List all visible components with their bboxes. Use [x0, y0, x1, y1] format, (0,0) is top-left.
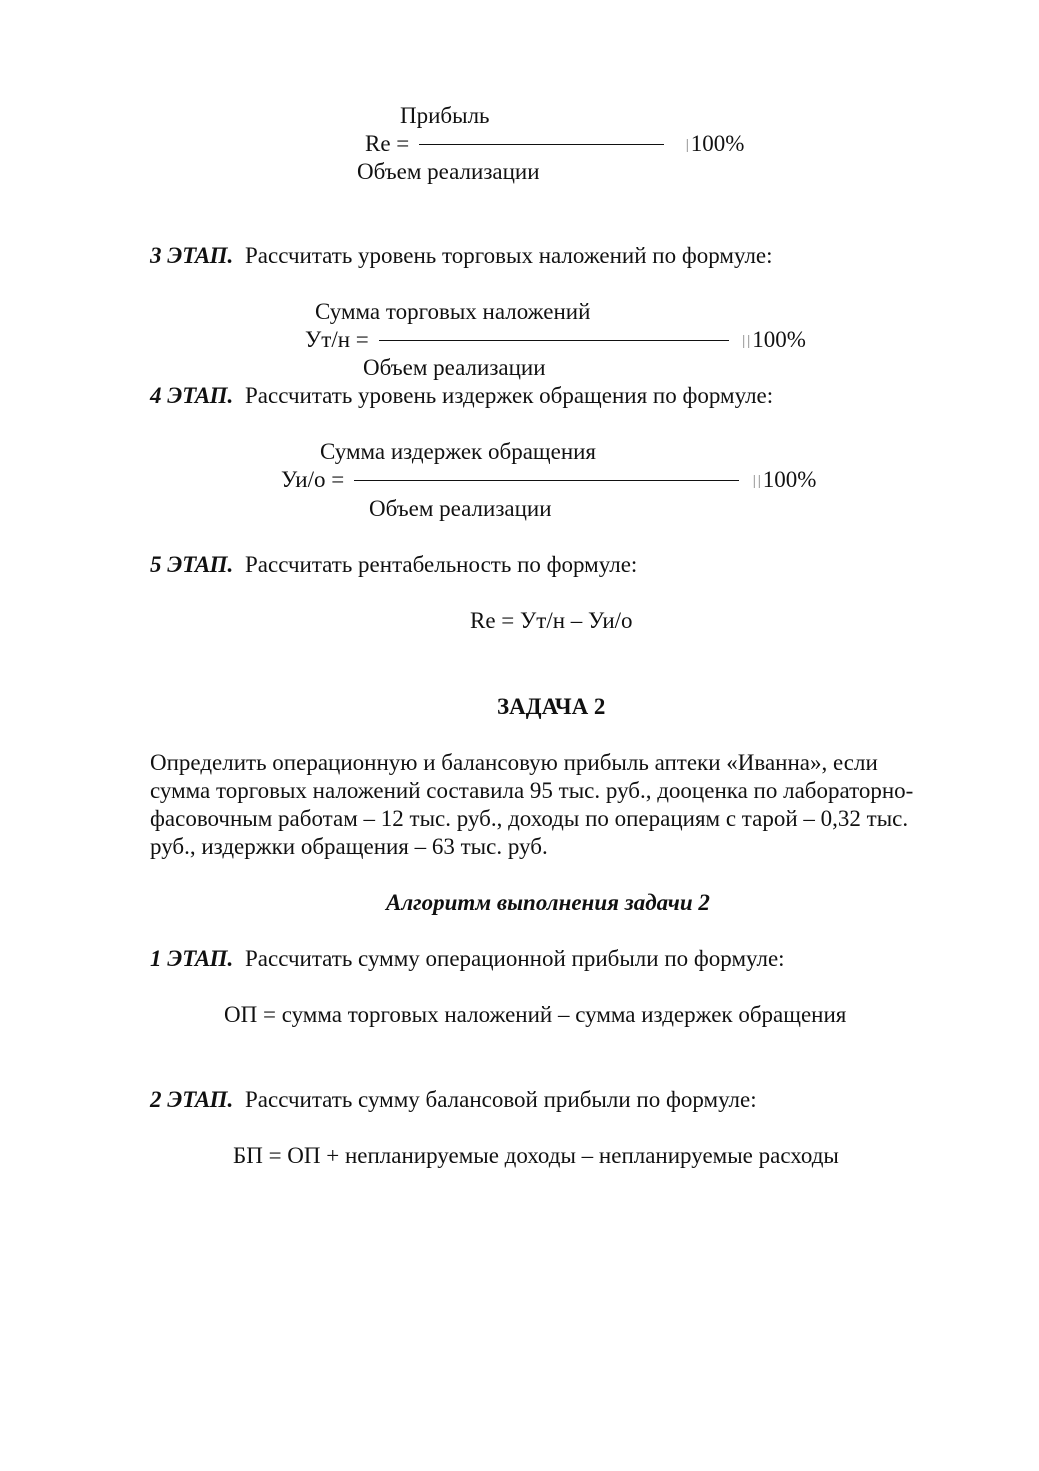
formula-uio-rhs: 100% [762, 467, 817, 492]
task-2-line: Определить операционную и балансовую прибыль аптеки «Иванна», если [150, 750, 878, 775]
formula-utn-line [305, 328, 806, 351]
stage-4-label: 4 ЭТАП. [150, 383, 234, 408]
task-2-stage-1-label: 1 ЭТАП. [150, 946, 234, 971]
formula-utn-denominator: Объем реализации [363, 355, 546, 380]
stage-5-label: 5 ЭТАП. [150, 552, 234, 577]
stage-4 [150, 384, 773, 407]
stage-5-text: Рассчитать рентабельность по формуле: [244, 552, 638, 577]
task-2-heading: ЗАДАЧА 2 [497, 694, 606, 719]
task-2-stage-1-text: Рассчитать сумму операционной прибыли по формуле: [244, 946, 785, 971]
fraction-bar [379, 340, 729, 341]
stage-3-text: Рассчитать уровень торговых наложений по формуле: [244, 243, 773, 268]
formula-re-numerator: Прибыль [400, 103, 490, 128]
fraction-bar [419, 144, 664, 145]
task-2-line: фасовочным работам – 12 тыс. руб., доходы по операциям с тарой – 0,32 тыс. [150, 806, 909, 831]
algorithm-title: Алгоритм выполнения задачи 2 [386, 890, 710, 915]
multiply-mark-icon: || [742, 333, 753, 350]
formula-bp: БП = ОП + непланируемые доходы – непланируемые расходы [233, 1143, 839, 1168]
task-2-stage-1 [150, 947, 785, 970]
stage-5 [150, 553, 637, 576]
formula-re-line [365, 132, 744, 155]
formula-re-lhs: Re = [365, 131, 410, 156]
multiply-mark-icon: || [752, 473, 763, 490]
stage-3 [150, 244, 773, 267]
task-2-line: руб., издержки обращения – 63 тыс. руб. [150, 834, 548, 859]
formula-uio-line [281, 468, 816, 491]
formula-re-difference: Re = Ут/н – Уи/о [470, 608, 633, 633]
formula-utn-rhs: 100% [752, 327, 806, 352]
task-2-stage-2-text: Рассчитать сумму балансовой прибыли по формуле: [244, 1087, 757, 1112]
task-2-stage-2-label: 2 ЭТАП. [150, 1087, 234, 1112]
formula-utn-numerator: Сумма торговых наложений [315, 299, 591, 324]
task-2-statement [150, 749, 965, 861]
formula-re-denominator: Объем реализации [357, 159, 540, 184]
stage-3-label: 3 ЭТАП. [150, 243, 234, 268]
stage-4-text: Рассчитать уровень издержек обращения по формуле: [244, 383, 774, 408]
formula-op: ОП = сумма торговых наложений – сумма издержек обращения [224, 1002, 847, 1027]
fraction-bar [354, 480, 739, 481]
formula-uio-lhs: Уи/о = [281, 467, 345, 492]
formula-uio-numerator: Сумма издержек обращения [320, 439, 597, 464]
formula-utn-lhs: Ут/н = [305, 327, 369, 352]
task-2-line: сумма торговых наложений составила 95 тыс. руб., дооценка по лабораторно- [150, 778, 914, 803]
formula-uio-denominator: Объем реализации [369, 496, 552, 521]
formula-re-rhs: 100% [690, 131, 745, 156]
task-2-stage-2 [150, 1088, 757, 1111]
multiply-mark-icon: | [685, 137, 691, 154]
